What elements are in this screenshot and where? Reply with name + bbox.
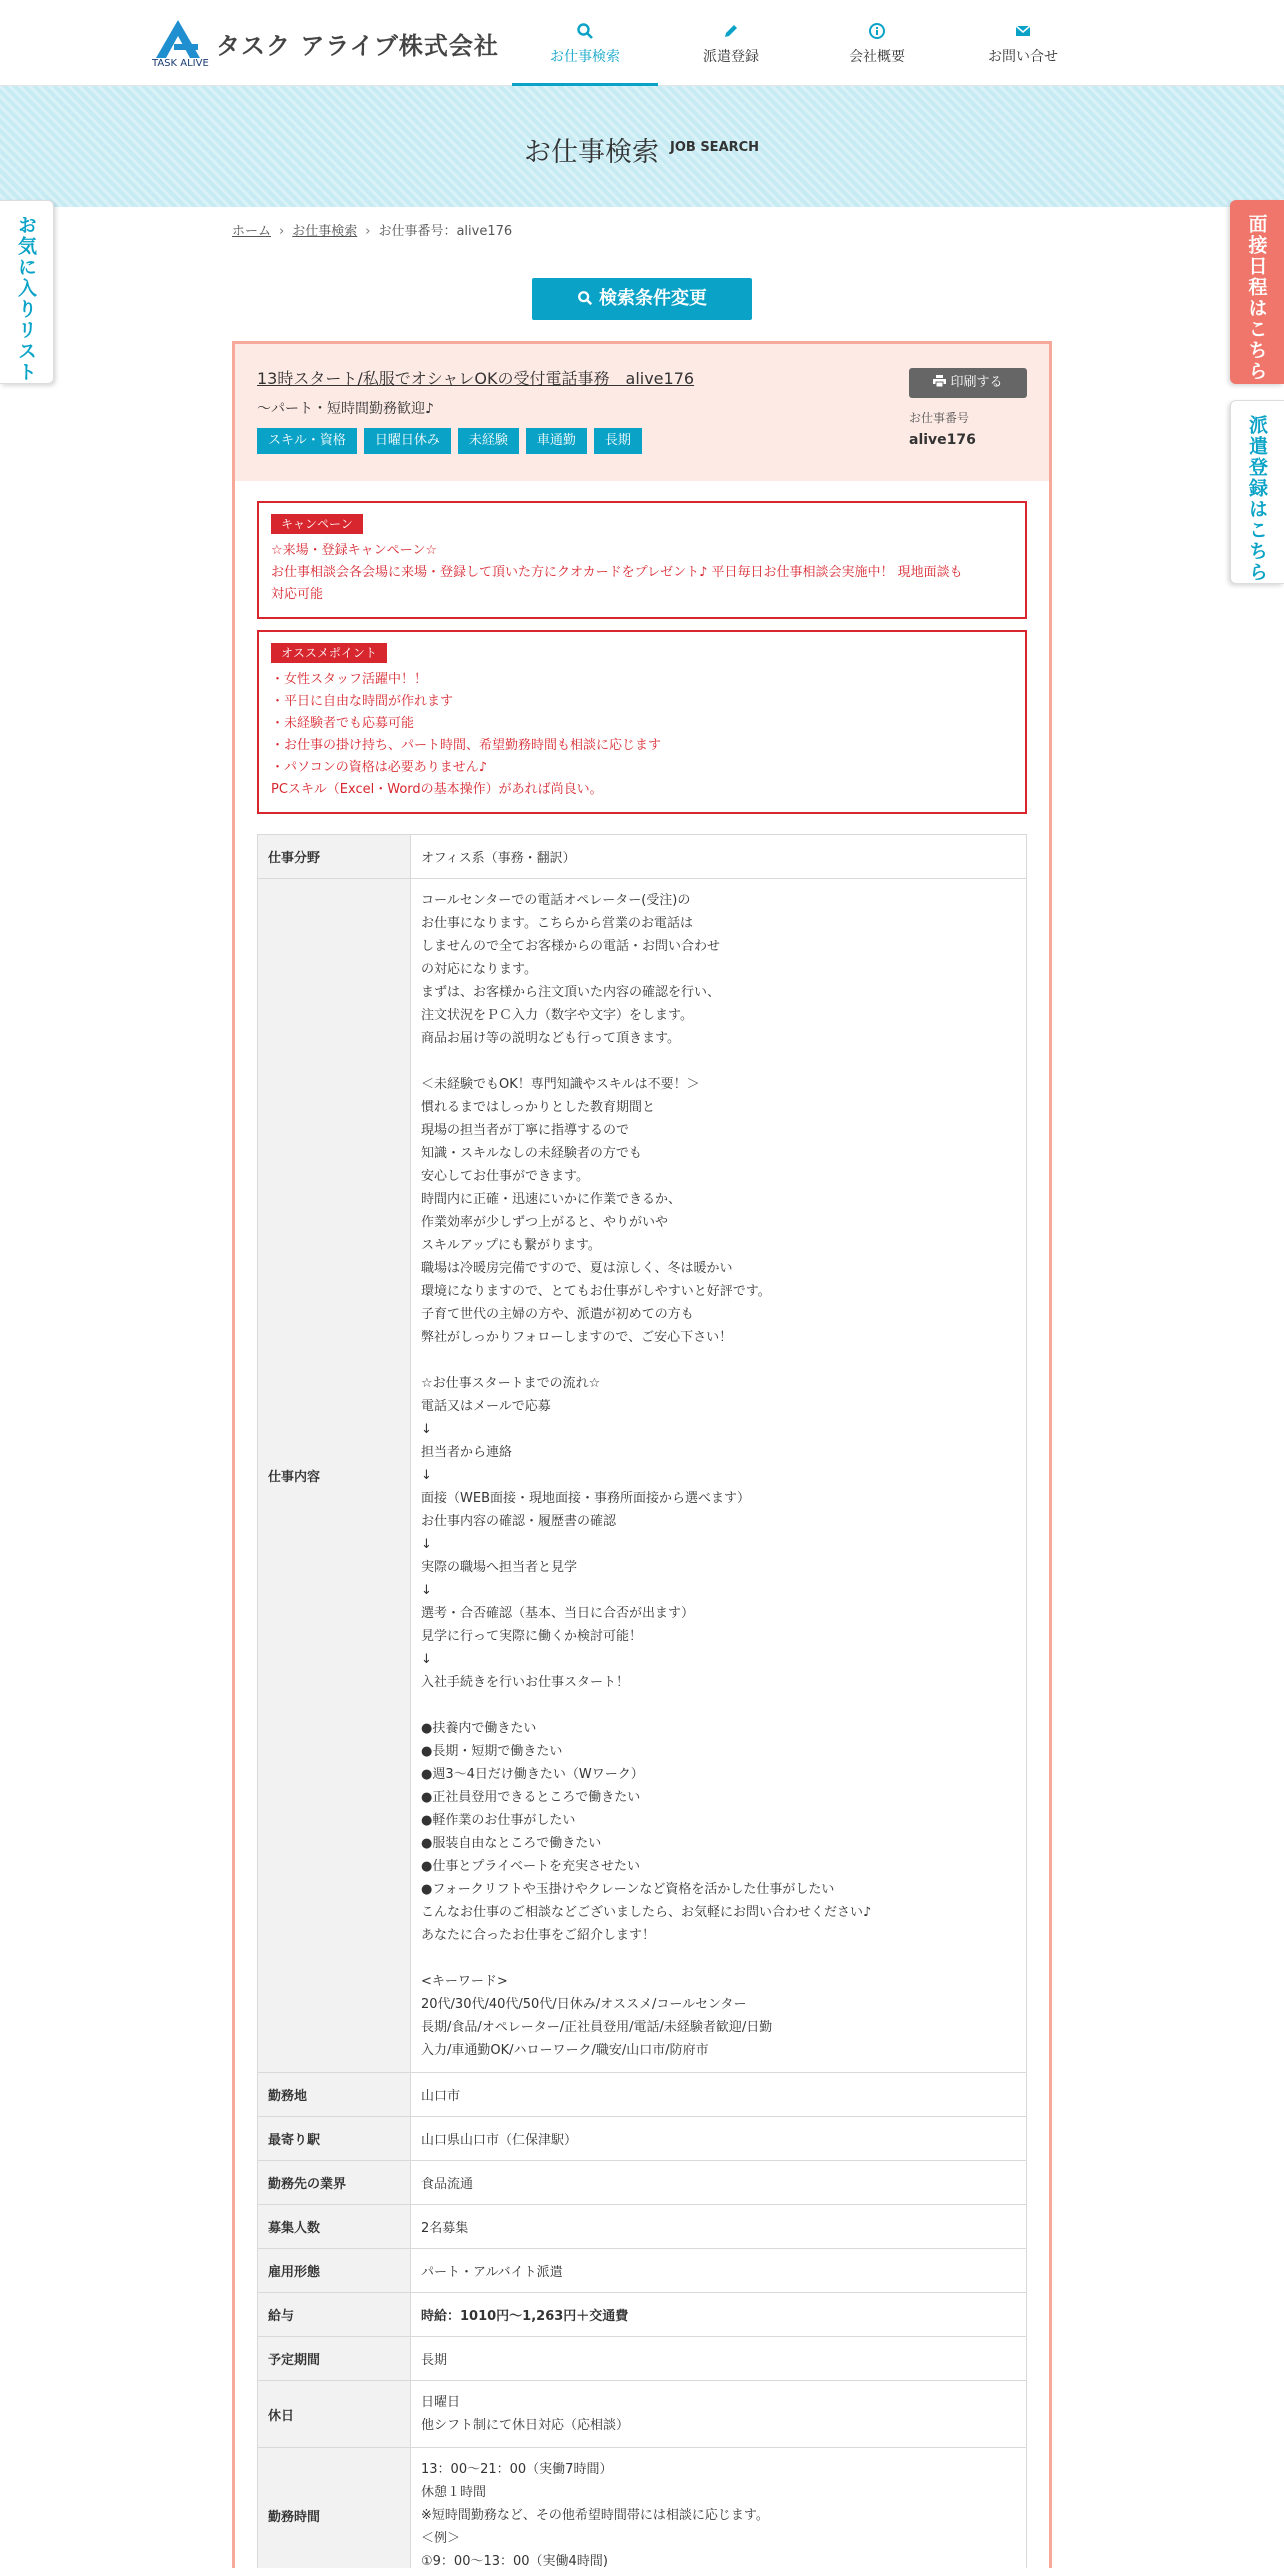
nav-job-search[interactable] (512, 0, 658, 86)
table-row (258, 2381, 1027, 2448)
content-line: 知識・スキルなしの未経験者の方でも (421, 1146, 642, 1161)
content-line: 商品お届け等の説明なども行って頂きます。 (421, 1031, 680, 1046)
station-value: 山口県山口市（仁保津駅） (411, 2117, 1027, 2161)
content-value (411, 879, 1027, 2073)
content-line: 弊社がしっかりフォローしますので、ご安心下さい！ (421, 1330, 733, 1345)
campaign-line: お仕事相談会各会場に来場・登録して頂いた方にクオカードをプレゼント♪ 平日毎日お仕事相談会実施中！ 現地面談も (271, 565, 963, 580)
content-line (421, 1694, 1016, 1717)
content-line: 現場の担当者が丁寧に指導するので (421, 1123, 630, 1138)
register-tab[interactable] (1230, 400, 1284, 584)
content-line: ●長期・短期で働きたい (421, 1744, 563, 1759)
table-row (258, 2117, 1027, 2161)
recommend-point-box (257, 630, 1027, 814)
content-line: お仕事になります。こちらから営業のお電話は (421, 916, 693, 931)
breadcrumb-search[interactable]: お仕事検索 (292, 224, 358, 239)
content-line: ↓ (421, 1537, 432, 1552)
logo-name: タスク アライブ株式会社 (216, 32, 499, 60)
content-line: 職場は冷暖房完備ですので、夏は涼しく、冬は暖かい (421, 1261, 733, 1276)
hours-line: ＜例＞ (421, 2531, 461, 2546)
mail-icon (1014, 22, 1032, 40)
content-line: あなたに合ったお仕事をご紹介します！ (421, 1928, 656, 1943)
content-line: 長期/食品/オペレーター/正社員登用/電話/未経験者歓迎/日勤 (421, 2020, 773, 2035)
content-lines (421, 889, 1016, 2062)
nav-company[interactable] (804, 0, 950, 86)
content-line: 電話又はメールで応募 (421, 1399, 551, 1414)
content-line: 注文状況をＰＣ入力（数字や文字）をします。 (421, 1008, 693, 1023)
job-number: alive176 (909, 432, 976, 448)
content-line (421, 1050, 1016, 1073)
search-icon (576, 22, 594, 40)
content-line: 見学に行って実際に働くか検討可能！ (421, 1629, 643, 1644)
content-line: 選考・合否確認（基本、当日に合否が出ます） (421, 1606, 695, 1621)
table-row (258, 2448, 1027, 2568)
nav-label: お問い合せ (988, 49, 1058, 65)
breadcrumb-current: お仕事番号：alive176 (378, 224, 513, 239)
content-line: 時間内に正確・迅速にいかに作業できるか、 (421, 1192, 682, 1207)
search-icon (577, 290, 593, 306)
content-line: 20代/30代/40代/50代/日休み/オススメ/コールセンター (421, 1997, 747, 2012)
content-line: 安心してお仕事ができます。 (421, 1169, 589, 1184)
hours-line: ※短時間勤務など、その他希望時間帯には相談に応じます。 (421, 2508, 769, 2523)
hours-value (411, 2448, 1027, 2568)
hours-label: 勤務時間 (258, 2448, 411, 2568)
interview-schedule-label: 面接日程はこちら (1245, 214, 1268, 382)
content-line: スキルアップにも繋がります。 (421, 1238, 601, 1253)
industry-value: 食品流通 (411, 2161, 1027, 2205)
field-label: 仕事分野 (258, 835, 411, 879)
job-tag: スキル・資格 (257, 428, 357, 454)
campaign-badge: キャンペーン (271, 514, 363, 534)
content-line: ＜未経験でもOK！専門知識やスキルは不要！＞ (421, 1077, 700, 1092)
station-label: 最寄り駅 (258, 2117, 411, 2161)
printer-icon (933, 375, 946, 387)
recommend-point-line: PCスキル（Excel・Wordの基本操作）があれば尚良い。 (271, 782, 603, 797)
content-line (421, 1947, 1016, 1970)
campaign-box (257, 501, 1027, 619)
site-header (0, 0, 1284, 86)
interview-schedule-tab[interactable] (1230, 200, 1284, 384)
content-line: 慣れるまではしっかりとした教育期間と (421, 1100, 656, 1115)
content-line: ●扶養内で働きたい (421, 1721, 537, 1736)
recommend-point-line: ・お仕事の掛け持ち、パート時間、希望勤務時間も相談に応じます (271, 738, 662, 753)
job-subtitle: ～パート・短時間勤務歓迎♪ (257, 401, 434, 417)
content-line: 入社手続きを行いお仕事スタート！ (421, 1675, 630, 1690)
period-value: 長期 (411, 2337, 1027, 2381)
content-line: ↓ (421, 1468, 432, 1483)
recommend-point-line: ・未経験者でも応募可能 (271, 716, 415, 731)
recommend-point-badge: オススメポイント (271, 643, 387, 663)
content-line: しませんので全てお客様からの電話・お問い合わせ (421, 939, 721, 954)
table-row (258, 879, 1027, 2073)
content-line: 面接（WEB面接・現地面接・事務所面接から選べます） (421, 1491, 750, 1506)
content-line: ↓ (421, 1422, 432, 1437)
job-title[interactable]: 13時スタート/私服でオシャレOKの受付電話事務 alive176 (257, 369, 695, 388)
table-row (258, 2337, 1027, 2381)
location-label: 勤務地 (258, 2073, 411, 2117)
content-line: ●軽作業のお仕事がしたい (421, 1813, 576, 1828)
content-line: ●フォークリフトや玉掛けやクレーンなど資格を活かした仕事がしたい (421, 1882, 835, 1897)
breadcrumb (232, 220, 512, 239)
period-label: 予定期間 (258, 2337, 411, 2381)
content-line: ●仕事とプライベートを充実させたい (421, 1859, 640, 1874)
hours-line: 13：00～21：00（実働7時間） (421, 2462, 613, 2477)
holiday-label: 休日 (258, 2381, 411, 2448)
change-search-button[interactable] (532, 278, 752, 320)
holiday-value (411, 2381, 1027, 2448)
nav-contact[interactable] (950, 0, 1096, 86)
employment-value: パート・アルバイト派遣 (411, 2249, 1027, 2293)
job-tag: 日曜日休み (364, 428, 451, 454)
content-line: まずは、お客様から注文頂いた内容の確認を行い、 (421, 985, 721, 1000)
content-line: ↓ (421, 1652, 432, 1667)
salary-value: 時給：1010円～1,263円＋交通費 (411, 2293, 1027, 2337)
recommend-point-line: ・平日に自由な時間が作れます (271, 694, 454, 709)
page-title: お仕事検索 (524, 137, 659, 168)
table-row (258, 2073, 1027, 2117)
register-label: 派遣登録はこちら (1246, 415, 1268, 583)
content-line: ●正社員登用できるところで働きたい (421, 1790, 641, 1805)
campaign-line: 対応可能 (271, 587, 324, 602)
job-card (232, 341, 1052, 2568)
job-tags (257, 428, 649, 454)
table-row (258, 2249, 1027, 2293)
content-line: ☆お仕事スタートまでの流れ☆ (421, 1376, 601, 1391)
info-icon (868, 22, 886, 40)
industry-label: 勤務先の業界 (258, 2161, 411, 2205)
content-line: こんなお仕事のご相談などございましたら、お気軽にお問い合わせください♪ (421, 1905, 872, 1920)
breadcrumb-home[interactable]: ホーム (232, 224, 272, 239)
nav-register[interactable] (658, 0, 804, 86)
campaign-line: ☆来場・登録キャンペーン☆ (271, 543, 438, 558)
logo[interactable] (152, 18, 499, 70)
favorite-list-tab[interactable] (0, 200, 54, 384)
nav-label: お仕事検索 (550, 49, 620, 65)
content-line: <キーワード> (421, 1974, 508, 1989)
content-line: 実際の職場へ担当者と見学 (421, 1560, 578, 1575)
favorite-list-label: お気に入りリスト (15, 215, 37, 383)
holiday-line: 日曜日 (421, 2395, 461, 2410)
job-tag: 未経験 (458, 428, 519, 454)
table-row (258, 2205, 1027, 2249)
pencil-icon (722, 22, 740, 40)
recommend-point-line: ・女性スタッフ活躍中！！ (271, 672, 428, 687)
content-line: の対応になります。 (421, 962, 537, 977)
content-line: ↓ (421, 1583, 432, 1598)
job-tag: 車通勤 (526, 428, 587, 454)
job-card-header (235, 344, 1049, 481)
holiday-line: 他シフト制にて休日対応（応相談） (421, 2418, 630, 2433)
chevron-right-icon: › (365, 224, 371, 239)
hours-line: 休憩１時間 (421, 2485, 487, 2500)
table-row (258, 2161, 1027, 2205)
content-line: ●服装自由なところで働きたい (421, 1836, 602, 1851)
table-row (258, 835, 1027, 879)
job-tag: 長期 (594, 428, 642, 454)
content-line: ●週3～4日だけ働きたい（Wワーク） (421, 1767, 644, 1782)
content-line: 環境になりますので、とてもお仕事がしやすいと好評です。 (421, 1284, 771, 1299)
content-line: 入力/車通勤OK/ハローワーク/職安/山口市/防府市 (421, 2043, 709, 2058)
content-line: 子育て世代の主婦の方や、派遣が初めての方も (421, 1307, 694, 1322)
field-value: オフィス系（事務・翻訳） (411, 835, 1027, 879)
job-number-label: お仕事番号 (909, 411, 970, 425)
nav-label: 会社概要 (849, 49, 905, 65)
content-line: コールセンターでの電話オペレーター(受注)の (421, 893, 691, 908)
content-line (421, 1349, 1016, 1372)
page-subtitle: JOB SEARCH (670, 140, 760, 155)
change-search-label: 検索条件変更 (599, 288, 707, 309)
hours-line: ①9：00～13：00（実働4時間) (421, 2554, 608, 2568)
content-line: 作業効率が少しずつ上がると、やりがいや (421, 1215, 669, 1230)
salary-label: 給与 (258, 2293, 411, 2337)
table-row (258, 2293, 1027, 2337)
recruit-value: 2名募集 (411, 2205, 1027, 2249)
location-value: 山口市 (411, 2073, 1027, 2117)
print-button[interactable] (909, 368, 1027, 398)
nav-label: 派遣登録 (703, 49, 759, 65)
recommend-point-line: ・パソコンの資格は必要ありません♪ (271, 760, 488, 775)
recruit-label: 募集人数 (258, 2205, 411, 2249)
page-banner (0, 86, 1284, 207)
content-line: お仕事内容の確認・履歴書の確認 (421, 1514, 617, 1529)
print-label: 印刷する (950, 375, 1003, 390)
employment-label: 雇用形態 (258, 2249, 411, 2293)
job-detail-table (257, 834, 1027, 2568)
content-line: 担当者から連絡 (421, 1445, 513, 1460)
content-label: 仕事内容 (258, 879, 411, 2073)
logo-sub: TASK ALIVE (152, 58, 209, 69)
chevron-right-icon: › (279, 224, 285, 239)
